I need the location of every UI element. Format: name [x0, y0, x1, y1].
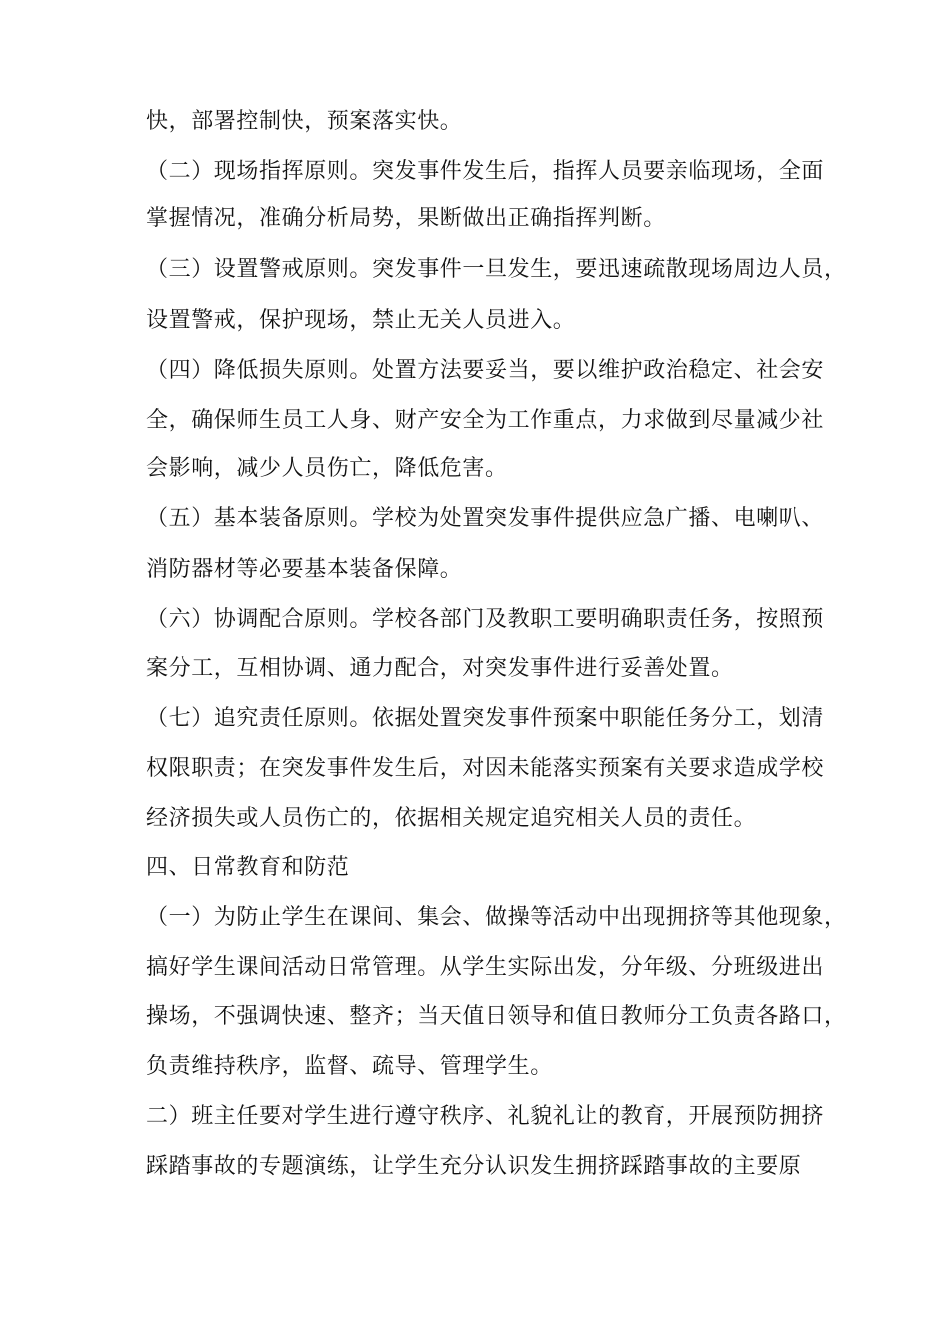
text-line: 权限职责；在突发事件发生后，对因未能落实预案有关要求造成学校	[146, 756, 825, 781]
text-line: （三）设置警戒原则。突发事件一旦发生，要迅速疏散现场周边人员，	[146, 257, 847, 282]
text-line: 消防器材等必要基本装备保障。	[146, 557, 463, 582]
text-line: （七）追究责任原则。依据处置突发事件预案中职能任务分工，划清	[146, 706, 825, 731]
text-line: 负责维持秩序，监督、疏导、管理学生。	[146, 1054, 553, 1079]
text-line: （一）为防止学生在课间、集会、做操等活动中出现拥挤等其他现象，	[146, 905, 847, 930]
text-line: 案分工，互相协调、通力配合，对突发事件进行妥善处置。	[146, 656, 734, 681]
text-line: （二）现场指挥原则。突发事件发生后，指挥人员要亲临现场，全面	[146, 159, 825, 184]
text-line: 经济损失或人员伤亡的，依据相关规定追究相关人员的责任。	[146, 806, 757, 831]
text-line: （四）降低损失原则。处置方法要妥当，要以维护政治稳定、社会安	[146, 358, 825, 383]
text-line: 二）班主任要对学生进行遵守秩序、礼貌礼让的教育，开展预防拥挤	[146, 1104, 825, 1129]
text-line: 操场，不强调快速、整齐；当天值日领导和值日教师分工负责各路口，	[146, 1004, 847, 1029]
text-line: 掌握情况，准确分析局势，果断做出正确指挥判断。	[146, 206, 666, 231]
text-line: 快，部署控制快，预案落实快。	[146, 109, 463, 134]
text-line: 全，确保师生员工人身、财产安全为工作重点，力求做到尽量减少社	[146, 408, 825, 433]
text-line: 踩踏事故的专题演练，让学生充分认识发生拥挤踩踏事故的主要原	[146, 1154, 802, 1179]
text-line: 搞好学生课间活动日常管理。从学生实际出发，分年级、分班级进出	[146, 955, 825, 980]
text-line: （五）基本装备原则。学校为处置突发事件提供应急广播、电喇叭、	[146, 506, 825, 531]
section-heading: 四、日常教育和防范	[146, 855, 350, 880]
text-line: （六）协调配合原则。学校各部门及教职工要明确职责任务，按照预	[146, 607, 825, 632]
text-line: 设置警戒，保护现场，禁止无关人员进入。	[146, 308, 576, 333]
text-line: 会影响，减少人员伤亡，降低危害。	[146, 456, 508, 481]
